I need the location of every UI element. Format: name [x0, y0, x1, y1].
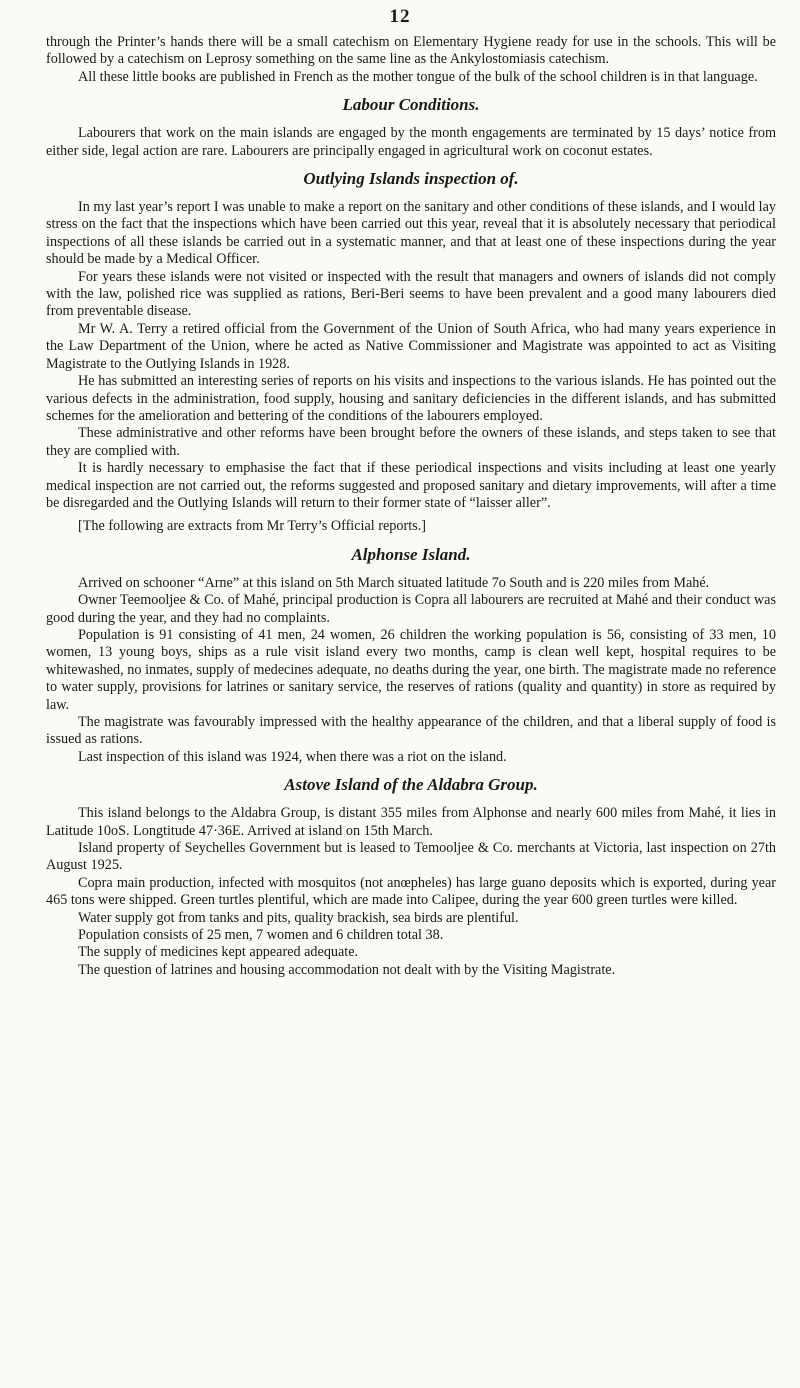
page-number: 12 [389, 6, 411, 27]
paragraph: through the Printer’s hands there will be a small catechism on Elementary Hygiene ready for use in the schools. This will be followed by a catechism on Leprosy something on the same line as the Ankylostomiasis catechism. [46, 34, 776, 68]
paragraph: Mr W. A. Terry a retired official from the Government of the Union of South Africa, who had many years experience in the Law Department of the Union, where he acted as Native Commissioner and Magistrate was appointed to act as Visiting Magistrate to the Outlying Islands in 1928. [46, 320, 776, 372]
paragraph: Island property of Seychelles Government but is leased to Temooljee & Co. merchants at Victoria, last inspection on 27th August 1925. [46, 840, 776, 874]
paragraph: The supply of medicines kept appeared adequate. [78, 944, 359, 961]
paragraph: In my last year’s report I was unable to make a report on the sanitary and other conditions of these islands, and I would lay stress on the fact that the inspections which have been carried out this year, reveal that it is absolutely necessary that periodical inspections of all these islands be carried out in a systematic manner, and that at least one of these inspections during the year should be made by a Medical Officer. [46, 199, 776, 268]
paragraph: Arrived on schooner “Arne” at this island on 5th March situated latitude 7o South and is 220 miles from Mahé. [78, 574, 710, 591]
paragraph: This island belongs to the Aldabra Group, is distant 355 miles from Alphonse and nearly 600 miles from Mahé, it lies in Latitude 10oS. Longtitude 47·36E. Arrived at island on 15th March. [46, 805, 776, 839]
section-heading-outlying-islands: Outlying Islands inspection of. [303, 169, 519, 189]
paragraph: All these little books are published in French as the mother tongue of the bulk of the school children is in that language. [78, 68, 758, 85]
paragraph: Copra main production, infected with mosquitos (not anœpheles) has large guano deposits which is exported, during year 465 tons were shipped. Green turtles plentiful, which are made into Calipee, during the year 600 green turtles were killed. [46, 874, 776, 909]
paragraph: For years these islands were not visited or inspected with the result that managers and owners of islands did not comply with the law, polished rice was supplied as rations, Beri-Beri seems to have been prevalent and a good many labourers died from preventable disease. [46, 268, 776, 320]
paragraph: These administrative and other reforms have been brought before the owners of these islands, and steps taken to see that they are complied with. [46, 425, 776, 459]
paragraph: Owner Teemooljee & Co. of Mahé, principal production is Copra all labourers are recruited at Mahé and their conduct was good during the year, and they had no complaints. [46, 592, 776, 626]
paragraph: Water supply got from tanks and pits, quality brackish, sea birds are plentiful. [78, 909, 519, 926]
section-heading-astove-island: Astove Island of the Aldabra Group. [284, 775, 538, 795]
paragraph: He has submitted an interesting series of reports on his visits and inspections to the various islands. He has pointed out the various defects in the administration, food supply, housing and sanitary deficiencies in the different islands, and has submitted schemes for the amelioration and bettering of the conditions of the labourers employed. [46, 373, 776, 424]
section-heading-alphonse-island: Alphonse Island. [351, 544, 471, 564]
paragraph: The magistrate was favourably impressed with the healthy appearance of the children, and that a liberal supply of food is issued as rations. [46, 714, 776, 748]
paragraph: Last inspection of this island was 1924, when there was a riot on the island. [78, 748, 507, 765]
page-body [46, 34, 776, 979]
paragraph: Population is 91 consisting of 41 men, 24 women, 26 children the working population is 56, consisting of 33 men, 10 women, 13 young boys, ships as a rule visit island every two months, camp is clean well kept, hospital requires to be whitewashed, no inmates, supply of medecines adequate, no deaths during the year, one birth. The magistrate made no reference to water supply, provisions for latrines or sanitary service, the reserves of rations (quality and quantity) in store as required by law. [46, 626, 776, 713]
paragraph: Labourers that work on the main islands are engaged by the month engagements are terminated by 15 days’ notice from either side, legal action are rare. Labourers are principally engaged in agricultural work on coconut estates. [46, 125, 776, 159]
paragraph: It is hardly necessary to emphasise the fact that if these periodical inspections and visits including at least one yearly medical inspection are not carried out, the reforms suggested and proposed sanitary and dietary improvements, will after a time be disregarded and the Outlying Islands will return to their former state of “laisser aller”. [46, 460, 776, 511]
section-heading-labour: Labour Conditions. [342, 95, 480, 115]
paragraph: The question of latrines and housing accommodation not dealt with by the Visiting Magistrate. [78, 961, 616, 978]
editorial-note: [The following are extracts from Mr Terry’s Official reports.] [78, 518, 426, 535]
paragraph: Population consists of 25 men, 7 women and 6 children total 38. [78, 927, 444, 944]
